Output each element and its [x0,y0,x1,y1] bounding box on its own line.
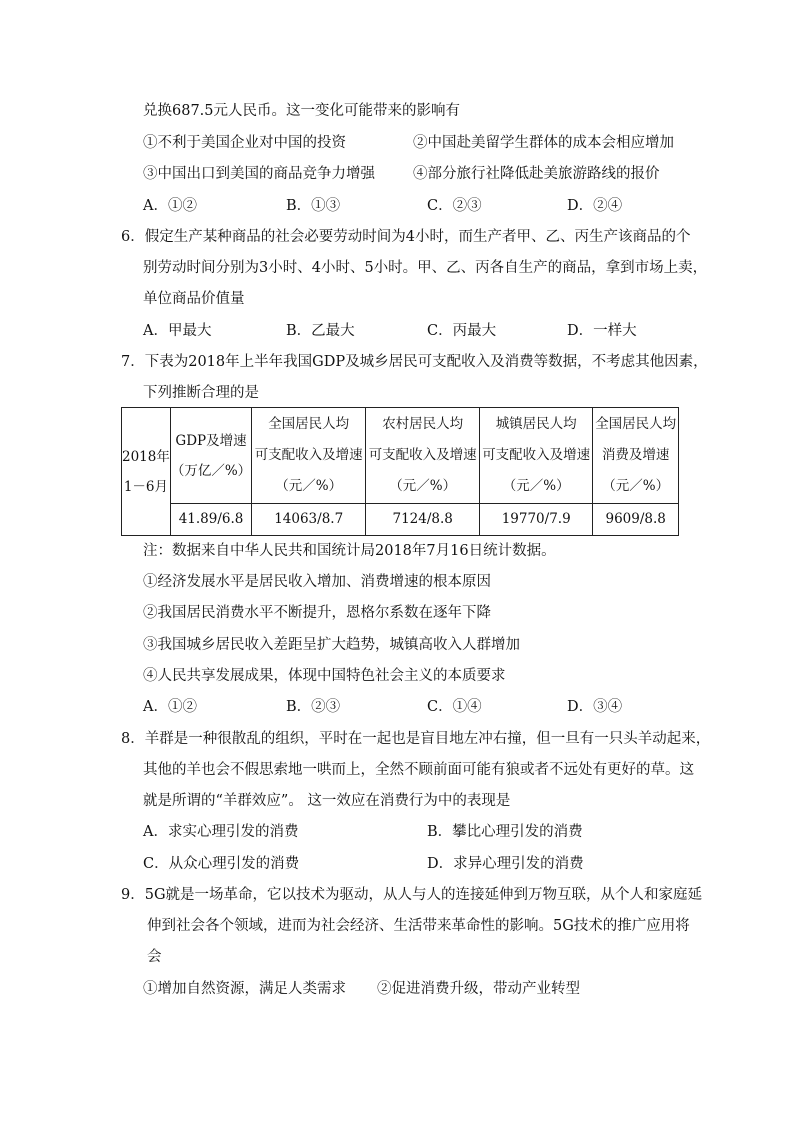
q8-choice-b: B．攀比心理引发的消费 [427,824,583,840]
q5-option-4: ④部分旅行社降低赴美旅游路线的报价 [413,166,660,182]
q6-choice-b: B．乙最大 [286,323,355,339]
q5-choice-d: D．②④ [567,198,623,214]
header-gdp-line-2: （万亿／%） [170,462,252,479]
value-national-income: 14063/8.7 [252,504,366,536]
q7-option-4: ④人民共享发展成果，体现中国特色社会主义的本质要求 [143,668,506,684]
q5-choice-a: A．①② [143,198,197,214]
q6-choice-a: A．甲最大 [143,323,212,339]
table-header-row [122,408,679,504]
q5-option-2: ②中国赴美留学生群体的成本会相应增加 [413,135,674,151]
row-label-months: 1－6月 [123,478,169,495]
q8-choice-c: C．从众心理引发的消费 [143,856,300,872]
q5-option-1: ①不利于美国企业对中国的投资 [143,135,346,151]
row-label-year: 2018年 [122,448,170,465]
header-gdp [170,408,251,504]
q8-choice-a: A．求实心理引发的消费 [143,824,299,840]
header-rural-income-line-3: （元／%） [389,478,457,494]
header-urban-income-line-3: （元／%） [502,478,570,494]
header-consumption [593,408,679,504]
q9-stem-line-2: 伸到社会各个领域，进而为社会经济、生活带来革命性的影响。5G技术的推广应用将 [147,918,690,934]
q7-stem-line-2: 下列推断合理的是 [143,385,259,401]
q7-stem-line-1: 7．下表为2018年上半年我国GDP及城乡居民可支配收入及消费等数据，不考虑其他因素， [121,354,708,370]
q7-table-note: 注：数据来自中华人民共和国统计局2018年7月16日统计数据。 [143,543,556,559]
statistics-table [121,407,679,536]
value-rural-income: 7124/8.8 [366,504,480,536]
q5-stem-continuation: 兑换687.5元人民币。这一变化可能带来的影响有 [143,103,461,119]
header-national-income-line-2: 可支配收入及增速 [254,447,363,463]
q7-choice-a: A．①② [143,699,197,715]
q7-option-3: ③我国城乡居民收入差距呈扩大趋势，城镇高收入人群增加 [143,637,520,653]
header-consumption-line-3: （元／%） [602,478,670,494]
q7-choice-c: C．①④ [427,699,482,715]
q9-stem-line-1: 9．5G就是一场革命，它以技术为驱动，从人与人的连接延伸到万物互联，从个人和家庭延 [121,887,703,903]
value-gdp: 41.89/6.8 [170,504,251,536]
header-rural-income-line-1: 农村居民人均 [382,416,464,432]
header-rural-income [366,408,480,504]
q8-stem-line-2: 其他的羊也会不假思索地一哄而上，全然不顾前面可能有狼或者不远处有更好的草。这 [143,762,694,778]
q6-stem-line-1: 6．假定生产某种商品的社会必要劳动时间为4小时，而生产者甲、乙、丙生产该商品的个 [121,229,691,245]
q8-stem-line-1: 8．羊群是一种很散乱的组织，平时在一起也是盲目地左冲右撞，但一旦有一只头羊动起来， [121,731,711,747]
q7-choice-b: B．②③ [286,699,341,715]
q6-stem-line-3: 单位商品价值量 [143,291,245,307]
q7-choice-d: D．③④ [567,699,623,715]
header-consumption-line-2: 消费及增速 [601,447,670,463]
row-label-cell [122,408,171,536]
q5-choice-b: B．①③ [286,198,341,214]
q6-choice-c: C．丙最大 [427,323,497,339]
q5-option-3: ③中国出口到美国的商品竞争力增强 [143,166,375,182]
q5-choice-c: C．②③ [427,198,482,214]
header-gdp-line-1: GDP及增速 [175,432,247,449]
header-urban-income [480,408,593,504]
q8-stem-line-3: 就是所谓的“羊群效应”。 这一效应在消费行为中的表现是 [143,793,511,809]
q6-stem-line-2: 别劳动时间分别为3小时、4小时、5小时。甲、乙、丙各自生产的商品，拿到市场上卖， [143,260,708,276]
q9-option-1: ①增加自然资源，满足人类需求 [143,981,346,997]
q8-choice-d: D．求异心理引发的消费 [427,856,584,872]
header-national-income-line-3: （元／%） [275,478,343,494]
q7-option-1: ①经济发展水平是居民收入增加、消费增速的根本原因 [143,574,491,590]
q9-stem-line-3: 会 [147,949,162,965]
header-consumption-line-1: 全国居民人均 [595,416,677,432]
value-consumption: 9609/8.8 [593,504,679,536]
header-urban-income-line-2: 可支配收入及增速 [482,447,591,463]
header-rural-income-line-2: 可支配收入及增速 [368,447,477,463]
header-urban-income-line-1: 城镇居民人均 [495,416,577,432]
q9-option-2: ②促进消费升级，带动产业转型 [377,981,580,997]
table-row [122,504,679,536]
value-urban-income: 19770/7.9 [480,504,593,536]
q7-option-2: ②我国居民消费水平不断提升，恩格尔系数在逐年下降 [143,605,491,621]
q6-choice-d: D．一样大 [567,323,637,339]
header-national-income [252,408,366,504]
header-national-income-line-1: 全国居民人均 [268,416,350,432]
